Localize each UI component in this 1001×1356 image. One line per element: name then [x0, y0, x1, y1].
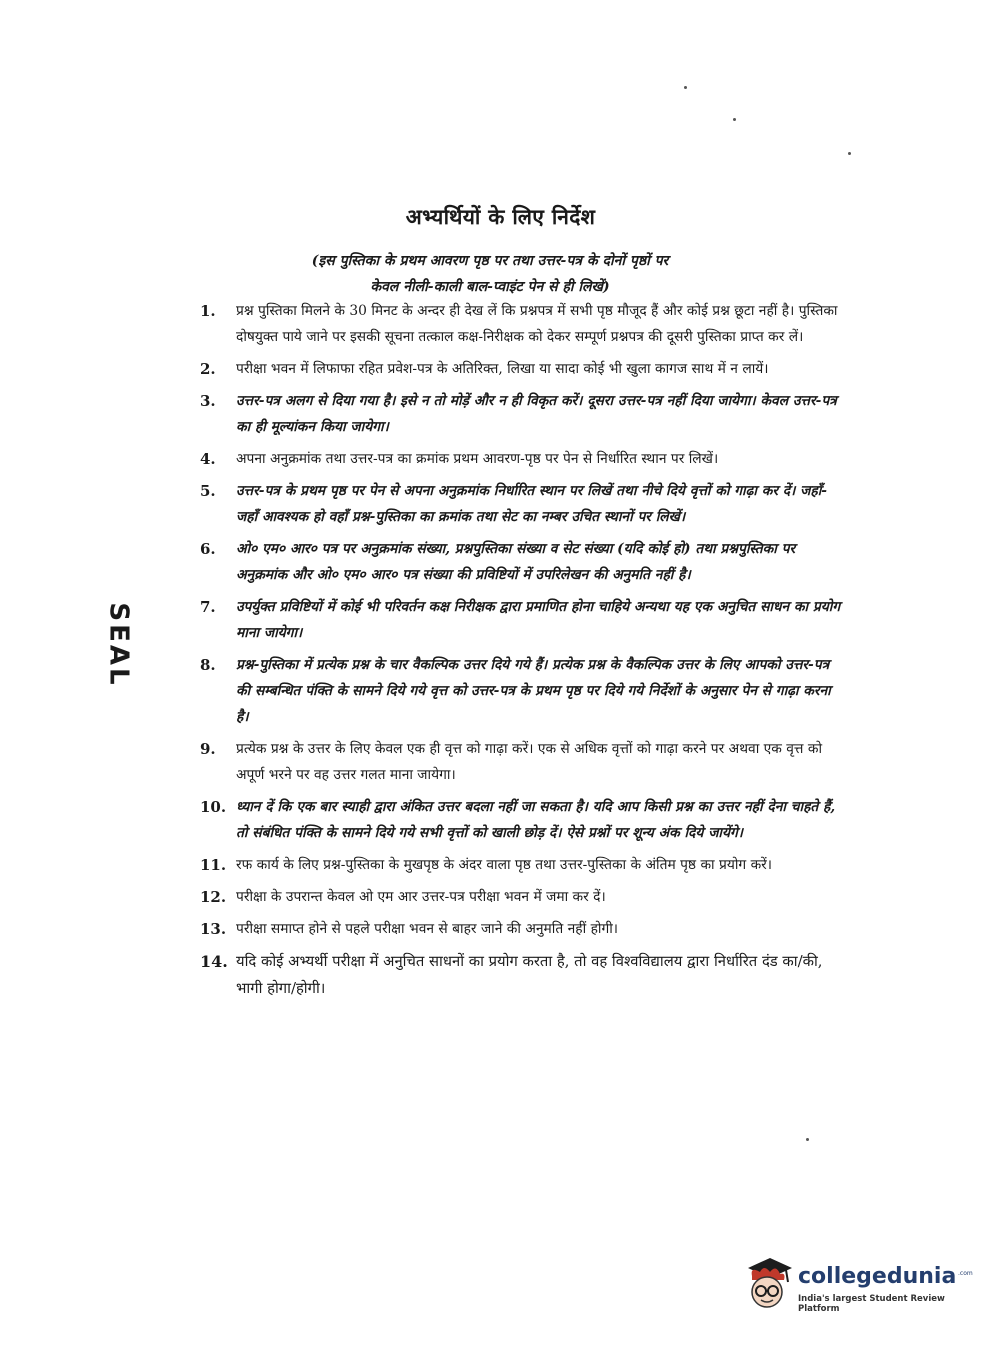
seal-text: SEAL: [104, 602, 134, 688]
instruction-text: ध्यान दें कि एक बार स्याही द्वारा अंकित उत्तर बदला नहीं जा सकता है। यदि आप किसी प्रश्न का उत्तर नहीं देना चाहते हैं, तो संबंधित पंक्ति के सामने दिये गये सभी वृत्तों को खाली छोड़ दें। ऐसे प्रश्नों पर शून्य अंक दिये जायेंगे।: [236, 799, 836, 841]
instruction-number: 7.: [200, 598, 216, 616]
instruction-text: रफ कार्य के लिए प्रश्न-पुस्तिका के मुखपृष्ठ के अंदर वाला पृष्ठ तथा उत्तर-पुस्तिका के अंतिम पृष्ठ का प्रयोग करें।: [236, 857, 773, 873]
watermark-brand-name: collegedunia: [798, 1264, 957, 1289]
instruction-number: 10.: [200, 798, 227, 816]
instruction-number: 2.: [200, 360, 216, 378]
instruction-item: [200, 298, 848, 350]
graduate-mascot-icon: [742, 1256, 794, 1312]
instruction-item: [200, 916, 848, 942]
instruction-text: उत्तर-पत्र अलग से दिया गया है। इसे न तो मोड़ें और न ही विकृत करें। दूसरा उत्तर-पत्र नहीं दिया जायेगा। केवल उत्तर-पत्र का ही मूल्यांकन किया जायेगा।: [236, 393, 837, 435]
instruction-item: [200, 652, 848, 730]
instruction-text: उत्तर-पत्र के प्रथम पृष्ठ पर पेन से अपना अनुक्रमांक निर्धारित स्थान पर लिखें तथा नीचे दिये वृत्तों को गाढ़ा कर दें। जहाँ-जहाँ आवश्यक हो वहाँ प्रश्न-पुस्तिका का क्रमांक तथा सेट का नम्बर उचित स्थानों पर लिखें।: [236, 483, 828, 525]
instruction-text: परीक्षा समाप्त होने से पहले परीक्षा भवन से बाहर जाने की अनुमति नहीं होगी।: [236, 921, 619, 937]
page-subtitle: [240, 248, 740, 300]
instruction-number: 11.: [200, 856, 227, 874]
instruction-text: अपना अनुक्रमांक तथा उत्तर-पत्र का क्रमांक प्रथम आवरण-पृष्ठ पर पेन से निर्धारित स्थान पर लिखें।: [236, 451, 719, 467]
instruction-text: परीक्षा के उपरान्त केवल ओ एम आर उत्तर-पत्र परीक्षा भवन में जमा कर दें।: [236, 889, 606, 905]
instruction-number: 14.: [200, 952, 228, 971]
instruction-text: उपर्युक्त प्रविष्टियों में कोई भी परिवर्तन कक्ष निरीक्षक द्वारा प्रमाणित होना चाहिये अन्यथा यह एक अनुचित साधन का प्रयोग माना जायेगा।: [236, 599, 841, 641]
instruction-text: यदि कोई अभ्यर्थी परीक्षा में अनुचित साधनों का प्रयोग करता है, तो वह विश्वविद्यालय द्वारा निर्धारित दंड का/की, भागी होगा/होगी।: [236, 953, 823, 997]
scan-speck: [806, 1138, 809, 1141]
instruction-number: 5.: [200, 482, 216, 500]
instruction-text: प्रश्न पुस्तिका मिलने के 30 मिनट के अन्दर ही देख लें कि प्रश्नपत्र में सभी पृष्ठ मौजूद हैं और कोई प्रश्न छूटा नहीं है। पुस्तिका दोषयुक्त पाये जाने पर इसकी सूचना तत्काल कक्ष-निरीक्षक को देकर सम्पूर्ण प्रश्नपत्र की दूसरी पुस्तिका प्राप्त कर लें।: [236, 303, 838, 345]
instruction-text: प्रश्न-पुस्तिका में प्रत्येक प्रश्न के चार वैकल्पिक उत्तर दिये गये हैं। प्रत्येक प्रश्न के वैकल्पिक उत्तर के लिए आपको उत्तर-पत्र की सम्बन्धित पंक्ति के सामने दिये गये वृत्त को उत्तर-पत्र के प्रथम पृष्ठ पर दिये गये निर्देशों के अनुसार पेन से गाढ़ा करना है।: [236, 657, 831, 725]
instruction-item: [200, 948, 848, 1002]
instruction-item: [200, 446, 848, 472]
instruction-item: [200, 736, 848, 788]
collegedunia-watermark: [742, 1256, 974, 1314]
instruction-text: ओ० एम० आर० पत्र पर अनुक्रमांक संख्या, प्रश्नपुस्तिका संख्या व सेट संख्या (यदि कोई हो) तथा प्रश्नपुस्तिका पर अनुक्रमांक और ओ० एम० आर० पत्र संख्या की प्रविष्टियों में उपरिलेखन की अनुमति नहीं है।: [236, 541, 796, 583]
instruction-item: [200, 884, 848, 910]
instruction-number: 9.: [200, 740, 216, 758]
instruction-item: [200, 536, 848, 588]
watermark-tagline: India's largest Student Review Platform: [798, 1294, 945, 1314]
watermark-brand-suffix: .com: [958, 1270, 973, 1277]
instruction-item: [200, 852, 848, 878]
scan-speck: [848, 152, 851, 155]
page-title: अभ्यर्थियों के लिए निर्देश: [405, 204, 596, 229]
instruction-number: 4.: [200, 450, 216, 468]
scan-speck: [733, 118, 736, 121]
scan-speck: [684, 86, 687, 89]
instruction-item: [200, 356, 848, 382]
instruction-number: 3.: [200, 392, 216, 410]
instruction-number: 12.: [200, 888, 227, 906]
instruction-item: [200, 388, 848, 440]
instruction-list: [200, 298, 848, 1008]
instruction-item: [200, 478, 848, 530]
instruction-item: [200, 594, 848, 646]
instruction-number: 8.: [200, 656, 216, 674]
subtitle-line: केवल नीली-काली बाल-प्वाइंट पेन से ही लिखें): [370, 279, 610, 295]
seal-label: [99, 590, 139, 700]
instruction-number: 1.: [200, 302, 216, 320]
subtitle-line: (इस पुस्तिका के प्रथम आवरण पृष्ठ पर तथा उत्तर-पत्र के दोनों पृष्ठों पर: [311, 253, 669, 269]
instruction-number: 13.: [200, 920, 227, 938]
instruction-text: परीक्षा भवन में लिफाफा रहित प्रवेश-पत्र के अतिरिक्त, लिखा या सादा कोई भी खुला कागज साथ में न लायें।: [236, 361, 769, 377]
instruction-number: 6.: [200, 540, 216, 558]
instruction-text: प्रत्येक प्रश्न के उत्तर के लिए केवल एक ही वृत्त को गाढ़ा करें। एक से अधिक वृत्तों को गाढ़ा करने पर अथवा एक वृत्त को अपूर्ण भरने पर वह उत्तर गलत माना जायेगा।: [236, 741, 823, 783]
instruction-item: [200, 794, 848, 846]
